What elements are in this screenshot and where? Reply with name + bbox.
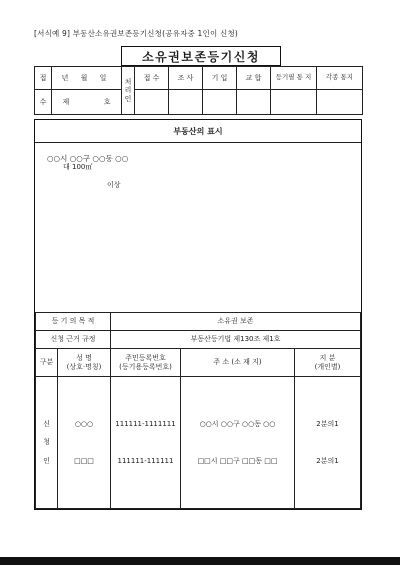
- receipt-table: [34, 66, 363, 115]
- col-inspection: 조 사: [169, 67, 203, 90]
- purpose-value: 소유권 보존: [111, 313, 361, 331]
- form-caption: [서식예 9] 부동산소유권보존등기신청(공유자중 1인이 신청): [34, 29, 239, 38]
- main-form: [34, 119, 362, 510]
- applicant-shares: [295, 377, 361, 509]
- header-address: 주 소 (소 재 지): [181, 349, 295, 377]
- col-other-notice: 각종 통지: [317, 67, 363, 90]
- cell-receipt: [135, 90, 169, 115]
- basis-label: 신청 근거 규정: [36, 331, 111, 349]
- cell-inspection: [169, 90, 203, 115]
- applicant-id-number: 111111-1111111: [115, 420, 176, 429]
- header-id-number: 주민등록번호 (등기용등록번호): [111, 349, 181, 377]
- header-gubun: 구분: [36, 349, 58, 377]
- cell-other-notice: [317, 90, 363, 115]
- applicant-address: ○○시 ○○구 ○○동 ○○: [199, 420, 276, 429]
- applicant-address: □□시 □□구 □□동 □□: [197, 456, 278, 465]
- cell-entry: [203, 90, 237, 115]
- receipt-date-label: 년 월 일: [52, 67, 122, 90]
- applicant-names: [58, 377, 111, 509]
- applicant-addresses: [181, 377, 295, 509]
- cell-collation: [237, 90, 271, 115]
- form-title: 소유권보존등기신청: [121, 46, 281, 66]
- applicant-id-number: 111111-111111: [117, 456, 174, 465]
- page-bottom-border: [0, 557, 400, 565]
- col-receipt: 접 수: [135, 67, 169, 90]
- col-collation: 교 합: [237, 67, 271, 90]
- cell-notice: [271, 90, 317, 115]
- applicant-side-label: 신 청 인: [36, 377, 58, 509]
- header-share: 지 분 (개인별): [295, 349, 361, 377]
- property-area: 대 100㎡: [63, 163, 93, 171]
- basis-value: 부동산등기법 제130조 제1호: [111, 331, 361, 349]
- applicant-name: □□□: [74, 456, 94, 465]
- applicant-share: 2분의1: [316, 420, 339, 429]
- receipt-number-label: 제 호: [52, 90, 122, 115]
- receipt-su-label: 수: [35, 90, 52, 115]
- col-notice: 등기필 통 지: [271, 67, 317, 90]
- property-end-mark: 이상: [107, 181, 121, 189]
- header-name: 성 명 (상호·명칭): [58, 349, 111, 377]
- purpose-label: 등 기 의 목 적: [36, 313, 111, 331]
- applicant-name: ○○○: [74, 420, 94, 429]
- receipt-jeop-label: 접: [35, 67, 52, 90]
- col-entry: 기 입: [203, 67, 237, 90]
- processor-label: 처 리 인: [122, 67, 135, 115]
- application-table: [35, 312, 361, 509]
- property-address: ○○시 ○○구 ○○동 ○○: [47, 154, 129, 163]
- applicant-share: 2분의1: [316, 456, 339, 465]
- applicant-id-numbers: [111, 377, 181, 509]
- property-section-title: 부동산의 표시: [35, 120, 361, 143]
